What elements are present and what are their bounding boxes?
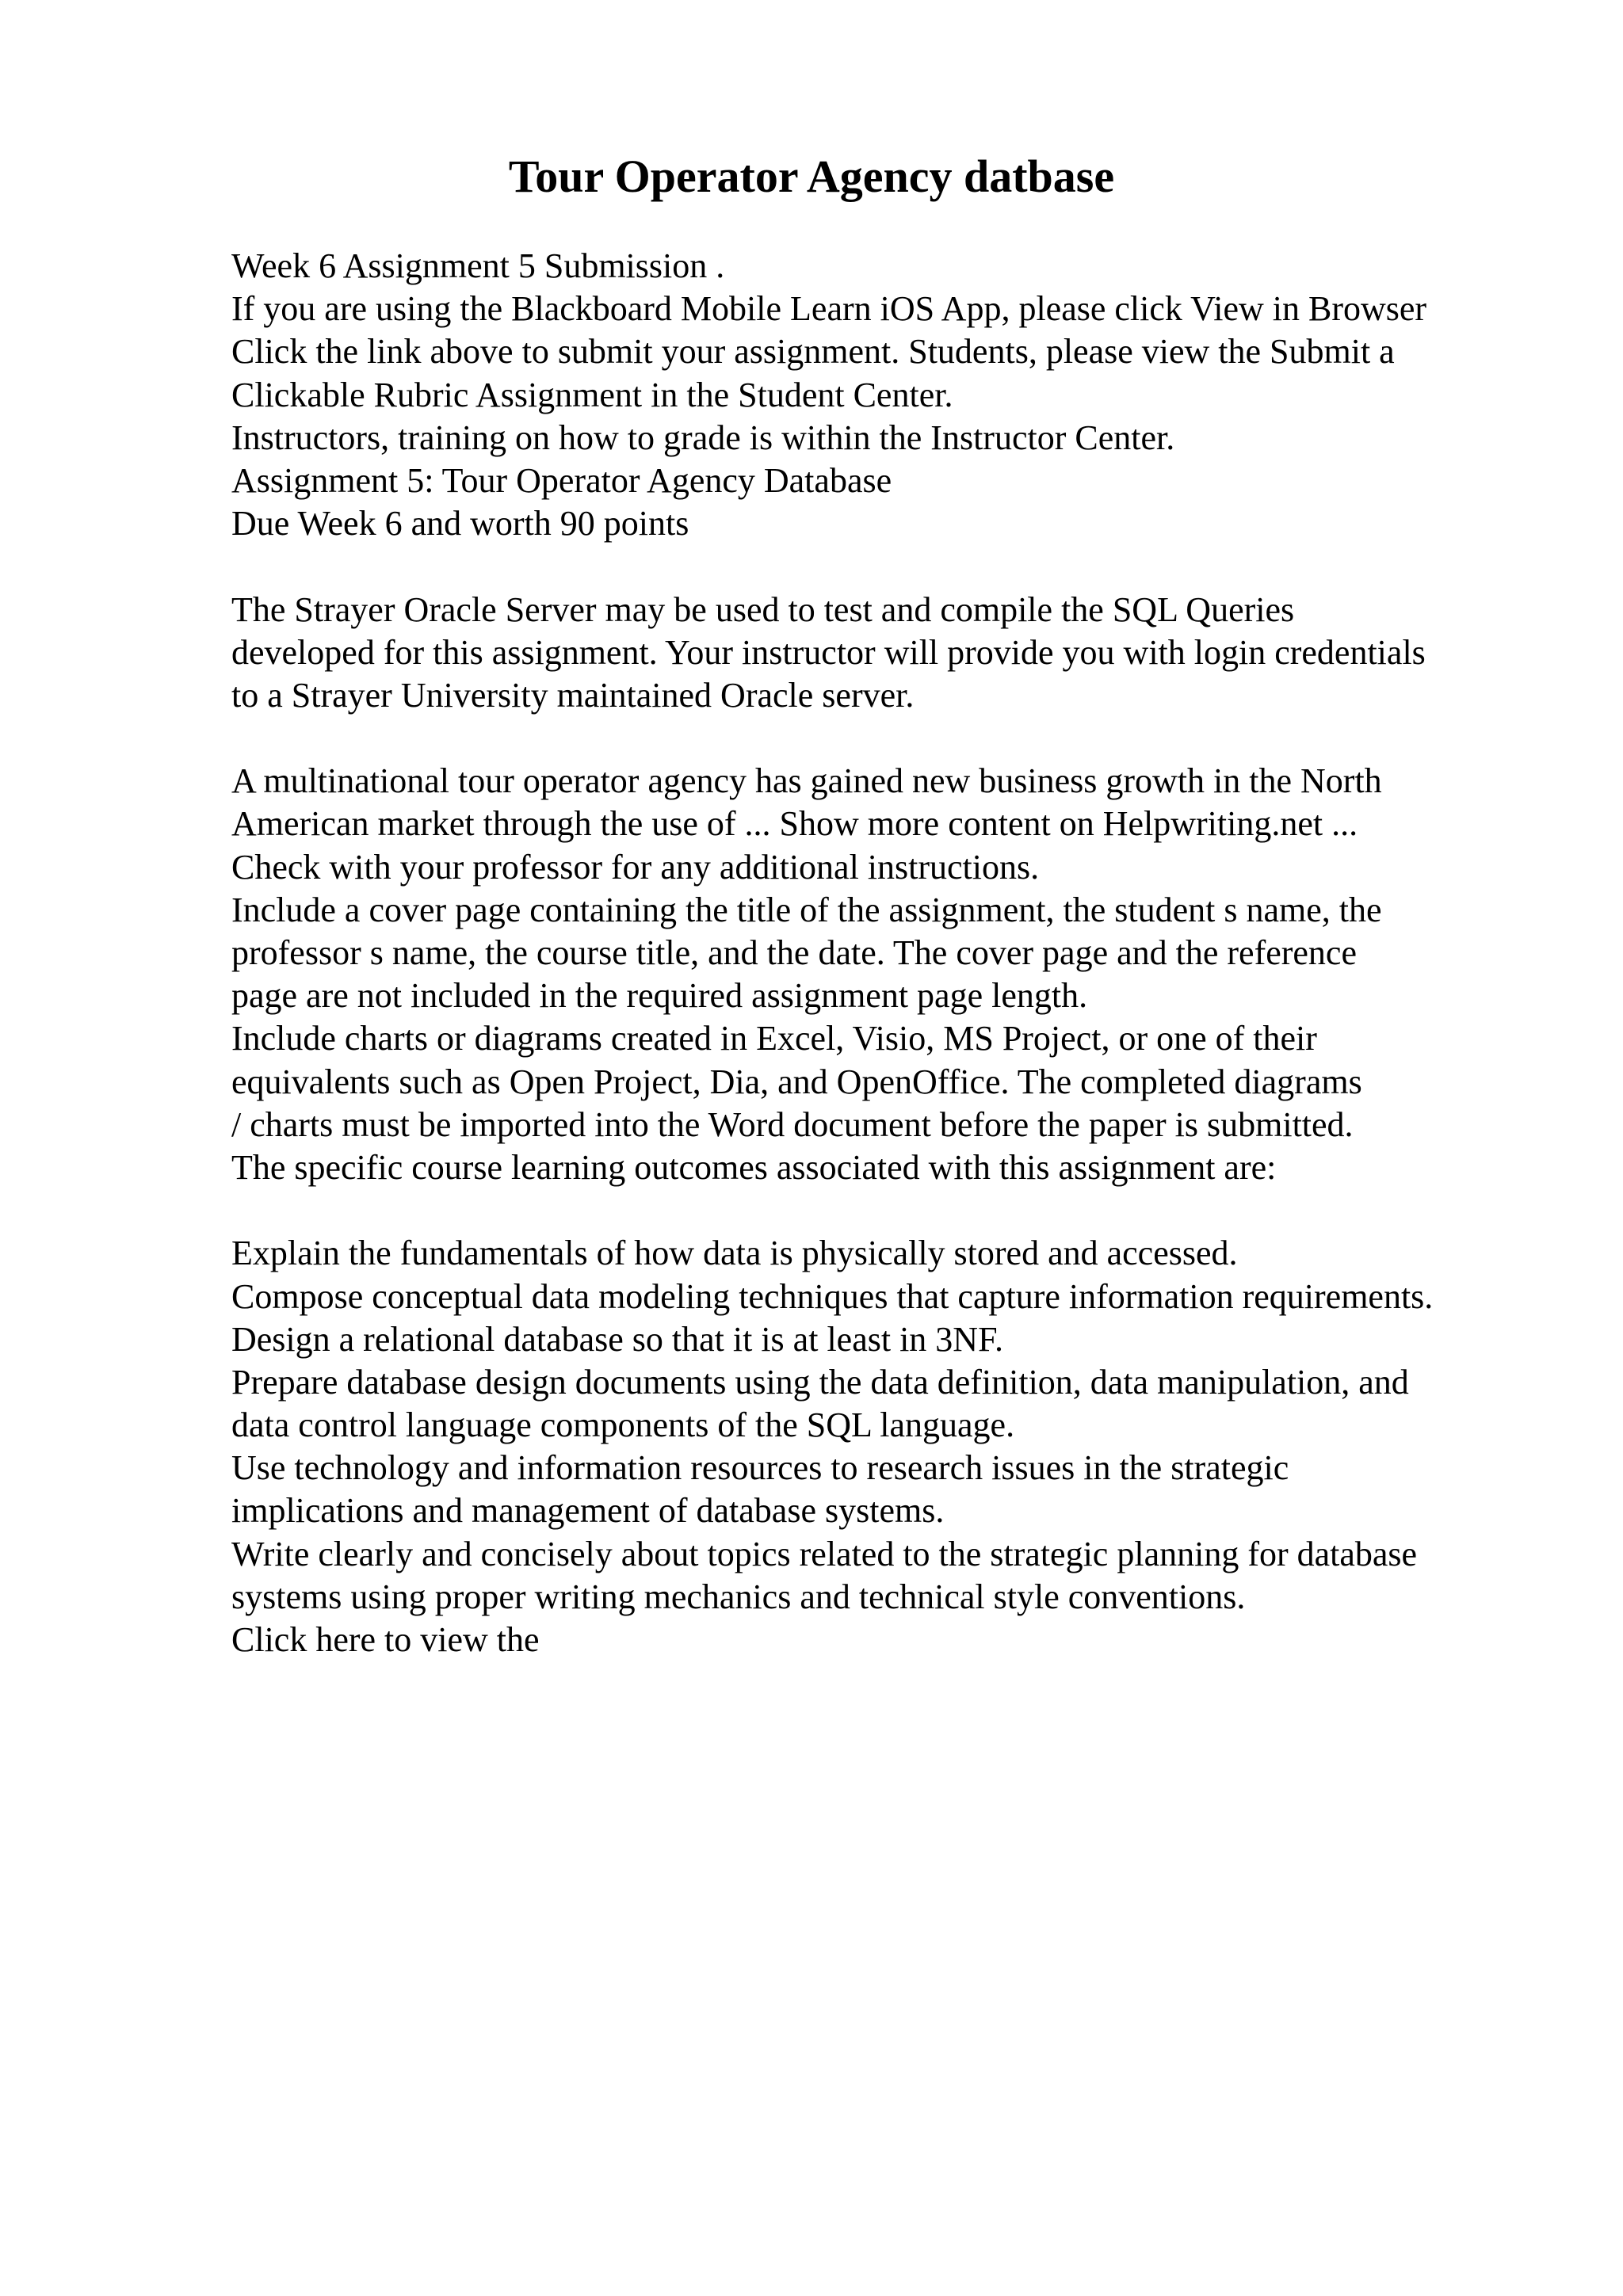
body-line: Click the link above to submit your assignment. Students, please view the Submit a [231,332,1395,372]
body-line: Include a cover page containing the title of the assignment, the student s name, the [231,890,1382,929]
body-line: American market through the use of ... Show more content on Helpwriting.net ... [231,804,1358,844]
paragraph-spacer [231,1189,1594,1232]
body-line: page are not included in the required assignment page length. [231,976,1088,1016]
body-line: data control language components of the SQL language. [231,1405,1015,1445]
body-line: Explain the fundamentals of how data is physically stored and accessed. [231,1234,1238,1273]
body-line: implications and management of database systems. [231,1491,945,1531]
body-line: Click here to view the [231,1620,540,1659]
document-title: Tour Operator Agency datbase [508,151,1115,202]
body-line: The Strayer Oracle Server may be used to test and compile the SQL Queries [231,589,1295,629]
body-line: / charts must be imported into the Word document before the paper is submitted. [231,1104,1354,1144]
body-line: If you are using the Blackboard Mobile Learn iOS App, please click View in Browser [231,289,1427,329]
body-line: Write clearly and concisely about topics related to the strategic planning for database [231,1534,1418,1573]
body-line: Prepare database design documents using the data definition, data manipulation, and [231,1362,1409,1402]
body-line: professor s name, the course title, and the date. The cover page and the reference [231,933,1357,972]
body-line: Compose conceptual data modeling techniques that capture information requirements. [231,1276,1434,1316]
body-line: Due Week 6 and worth 90 points [231,504,689,543]
body-line: to a Strayer University maintained Oracle server. [231,675,915,715]
body-line: Instructors, training on how to grade is within the Instructor Center. [231,418,1175,457]
paragraph-spacer [231,545,1594,588]
body-line: Include charts or diagrams created in Excel, Visio, MS Project, or one of their [231,1019,1317,1058]
body-line: equivalents such as Open Project, Dia, and OpenOffice. The completed diagrams [231,1062,1362,1101]
body-line: Design a relational database so that it is at least in 3NF. [231,1319,1004,1359]
document-body [231,245,1594,1661]
body-line: Assignment 5: Tour Operator Agency Database [231,460,892,500]
body-line: developed for this assignment. Your instructor will provide you with login credentials [231,632,1426,672]
body-line: Check with your professor for any additional instructions. [231,847,1040,887]
body-line: Clickable Rubric Assignment in the Student Center. [231,375,953,414]
body-line: Use technology and information resources to research issues in the strategic [231,1448,1289,1488]
body-line: The specific course learning outcomes associated with this assignment are: [231,1147,1277,1187]
paragraph-spacer [231,717,1594,760]
body-line: A multinational tour operator agency has gained new business growth in the North [231,761,1382,801]
body-line: Week 6 Assignment 5 Submission . [231,246,725,285]
body-line: systems using proper writing mechanics and technical style conventions. [231,1577,1246,1616]
